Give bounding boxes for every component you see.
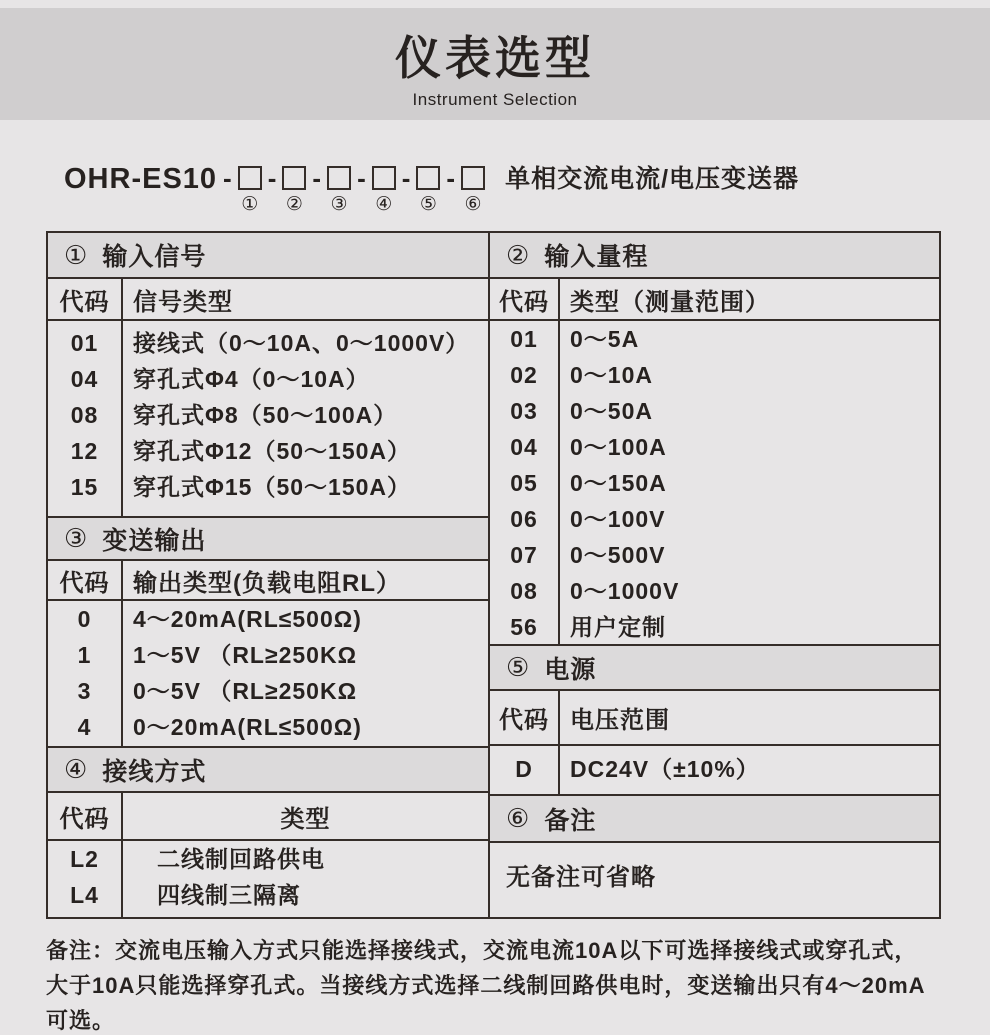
rows-power <box>490 746 939 796</box>
value-cell: 0～150A <box>570 470 667 496</box>
value-column <box>123 841 488 917</box>
code-cell: 08 <box>70 402 99 428</box>
value-cell: 穿孔式Φ15（50～150A） <box>133 474 412 500</box>
section-number: ④ <box>64 754 89 784</box>
section-header-wiring <box>48 748 488 793</box>
value-cell: 0～50A <box>570 398 653 424</box>
colhead-input-signal <box>48 279 488 321</box>
code-cell: 12 <box>70 438 99 464</box>
dash: - <box>446 163 456 193</box>
colhead-code: 代码 <box>48 793 123 839</box>
code-cell: 01 <box>510 326 538 352</box>
code-cell: 01 <box>70 330 99 356</box>
model-slot-box <box>282 166 306 190</box>
code-cell: 4 <box>77 714 92 740</box>
code-cell: 0 <box>77 606 92 632</box>
dash: - <box>223 163 232 193</box>
value-cell: 四线制三隔离 <box>157 882 301 908</box>
section-title: 输入量程 <box>544 243 649 271</box>
section-title: 接线方式 <box>102 757 207 786</box>
section-number: ① <box>64 239 89 270</box>
model-slot-box <box>372 166 396 190</box>
model-slot <box>372 164 396 215</box>
code-cell: 1 <box>77 642 92 668</box>
code-cell: 03 <box>510 398 538 424</box>
code-cell: 08 <box>510 578 538 604</box>
section-title: 电源 <box>544 655 597 684</box>
page-subtitle: Instrument Selection <box>412 90 578 109</box>
code-cell: 56 <box>510 614 538 640</box>
colhead-label: 信号类型 <box>133 288 233 316</box>
value-column <box>560 746 939 794</box>
colhead-label: 电压范围 <box>570 707 670 734</box>
section-title: 输入信号 <box>102 243 207 271</box>
dash: - <box>312 163 322 193</box>
dash: - <box>401 163 411 193</box>
section-number: ③ <box>64 523 89 553</box>
colhead-label: 类型 <box>280 805 331 833</box>
section-number: ⑤ <box>506 652 531 682</box>
code-column <box>48 841 123 917</box>
value-column <box>123 601 488 746</box>
value-cell: 0～5V （RL≥250KΩ <box>133 678 358 704</box>
colhead-label: 输出类型(负载电阻RL） <box>133 569 401 597</box>
model-slots <box>217 164 485 215</box>
section-header-input-range <box>490 233 939 279</box>
rows-wiring <box>48 841 488 917</box>
section-header-power <box>490 646 939 691</box>
table-right-column <box>490 233 939 917</box>
section-title: 备注 <box>544 806 597 835</box>
value-cell: 穿孔式Φ12（50～150A） <box>133 438 412 464</box>
code-cell: 07 <box>510 542 538 568</box>
rows-input-signal <box>48 321 488 518</box>
table-left-column <box>48 233 490 917</box>
value-cell: 1～5V （RL≥250KΩ <box>133 642 358 668</box>
code-column <box>490 746 560 794</box>
code-cell: 3 <box>77 678 92 704</box>
dash: - <box>267 163 277 193</box>
model-slot <box>416 164 440 215</box>
remarks-note: 无备注可省略 <box>506 864 656 891</box>
value-cell: 0～100A <box>570 434 667 460</box>
value-cell: 0～10A <box>570 362 653 388</box>
model-slot-box <box>238 166 262 190</box>
rows-input-range <box>490 321 939 646</box>
model-slot <box>238 164 262 215</box>
code-column <box>48 321 123 516</box>
colhead-power <box>490 691 939 746</box>
model-code-line <box>64 164 990 215</box>
value-column <box>560 321 939 644</box>
colhead-code: 代码 <box>48 561 123 599</box>
model-slot-number: ⑥ <box>464 194 482 215</box>
dash: - <box>357 163 366 193</box>
value-cell: DC24V（±10%） <box>570 756 760 782</box>
model-prefix: OHR-ES10 <box>64 163 218 195</box>
title-banner <box>0 8 990 120</box>
section-title: 变送输出 <box>102 526 207 555</box>
code-cell: D <box>515 756 533 782</box>
model-slot-number: ① <box>241 194 259 215</box>
model-slot <box>461 164 485 215</box>
colhead-code: 代码 <box>48 279 123 319</box>
model-slot-number: ② <box>285 194 303 215</box>
value-cell: 0～100V <box>570 506 666 532</box>
selection-table <box>46 231 941 919</box>
code-cell: 04 <box>70 366 99 392</box>
model-slot <box>282 164 306 215</box>
value-cell: 穿孔式Φ4（0～10A） <box>133 366 370 392</box>
section-header-input-signal <box>48 233 488 279</box>
model-slot-box <box>461 166 485 190</box>
code-cell: 06 <box>510 506 538 532</box>
model-slot-box <box>327 166 351 190</box>
page-title: 仪表选型 <box>395 32 595 84</box>
rows-output <box>48 601 488 748</box>
footnote: 备注：交流电压输入方式只能选择接线式，交流电流10A以下可选择接线式或穿孔式，大于10A只能选择穿孔式。当接线方式选择二线制回路供电时，变送输出只有4～20mA可选。 <box>46 938 926 1033</box>
value-cell: 4～20mA(RL≤500Ω) <box>133 606 362 632</box>
value-cell: 0～5A <box>570 326 640 352</box>
model-slot <box>327 164 351 215</box>
value-cell: 接线式（0～10A、0～1000V） <box>133 330 470 356</box>
section-header-remarks <box>490 796 939 843</box>
code-cell: L4 <box>70 882 99 908</box>
code-cell: L2 <box>70 846 99 872</box>
code-cell: 05 <box>510 470 538 496</box>
value-cell: 0～1000V <box>570 578 680 604</box>
colhead-input-range <box>490 279 939 321</box>
section-header-output <box>48 518 488 561</box>
section-number: ⑥ <box>506 803 531 833</box>
code-cell: 02 <box>510 362 538 388</box>
code-column <box>490 321 560 644</box>
code-cell: 15 <box>70 474 99 500</box>
value-column <box>123 321 488 516</box>
colhead-wiring <box>48 793 488 841</box>
model-description: 单相交流电流/电压变送器 <box>505 165 800 193</box>
value-cell: 0～500V <box>570 542 666 568</box>
code-cell: 04 <box>510 434 538 460</box>
colhead-code: 代码 <box>490 691 560 744</box>
colhead-code: 代码 <box>490 279 560 319</box>
section-number: ② <box>506 239 531 270</box>
colhead-label: 类型（测量范围） <box>570 288 770 316</box>
model-slot-box <box>416 166 440 190</box>
model-slot-number: ④ <box>375 194 393 215</box>
value-cell: 0～20mA(RL≤500Ω) <box>133 714 362 740</box>
code-column <box>48 601 123 746</box>
value-cell: 二线制回路供电 <box>157 846 325 872</box>
model-slot-number: ③ <box>330 194 348 215</box>
model-slot-number: ⑤ <box>419 194 437 215</box>
colhead-output <box>48 561 488 601</box>
value-cell: 用户定制 <box>570 614 666 640</box>
value-cell: 穿孔式Φ8（50～100A） <box>133 402 398 428</box>
